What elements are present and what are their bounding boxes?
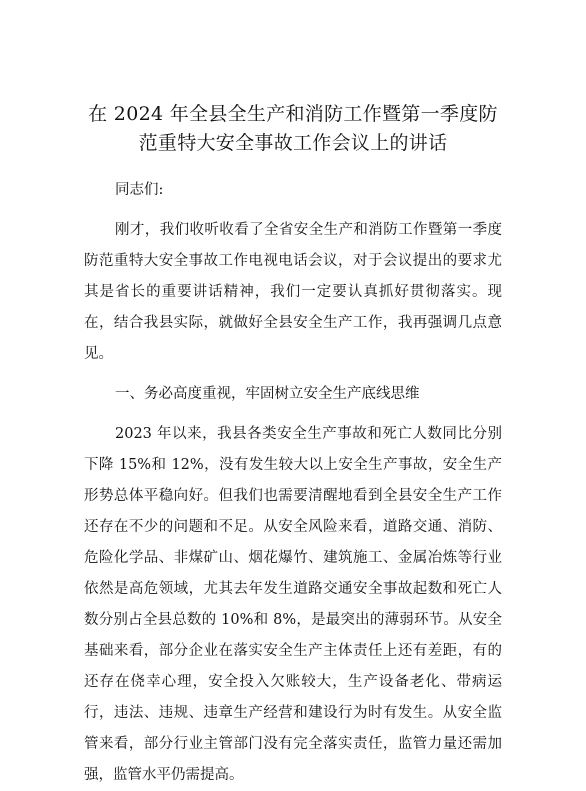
greeting: 同志们: [115, 182, 164, 198]
section-heading-1: 一、务必高度重视，牢固树立安全生产底线思维 [115, 386, 420, 402]
document-title [84, 100, 502, 158]
paragraph-situation: 2023 年以来，我县各类安全生产事故和死亡人数同比分别下降 15%和 12%，没有发生较大以上安全生产事故，安全生产形势总体平稳向好。但我们也需要清醒地看到全县安全生产工作还存在不少的问题和不足。从安全风险来看，道路交通、消防、危险化学品、非煤矿山、烟花爆竹、建筑施工、金属冶炼等行业依然是高危领域，尤其去年发生道路交通安全事故起数和死亡人数分别占全县总数的 10%和 8%，是最突出的薄弱环节。从安全基础来看，部分企业在落实安全生产主体责任上还有差距，有的还存在侥幸心理，安全投入欠账较大，生产设备老化、带病运行，违法、违规、违章生产经营和建设行为时有发生。从安全监管来看，部分行业主管部门没有完全落实责任，监管力量还需加强，监管水平仍需提高。 [84, 426, 502, 783]
title-line-1: 在 2024 年全县全生产和消防工作暨第一季度防 [88, 103, 498, 125]
paragraph-intro: 刚才，我们收听收看了全省安全生产和消防工作暨第一季度防范重特大安全事故工作电视电话会议，对于会议提出的要求尤其是省长的重要讲话精神，我们一定要认真抓好贯彻落实。现在，结合我县实际，就做好全县安全生产工作，我再强调几点意见。 [84, 222, 502, 362]
title-line-2: 范重特大安全事故工作会议上的讲话 [138, 132, 448, 154]
